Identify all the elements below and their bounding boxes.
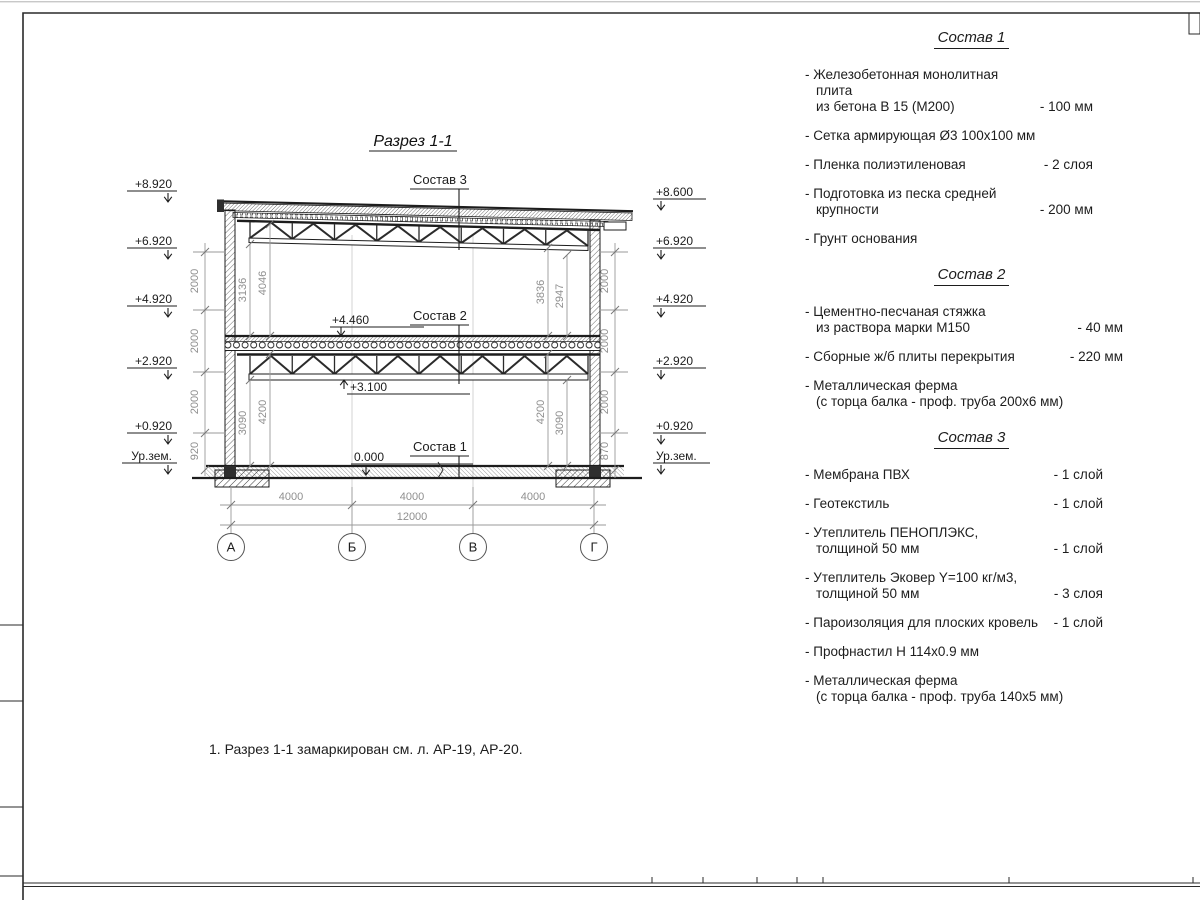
material-thickness: - 1 слой [1053,496,1103,511]
page-edge-line [0,1,1200,2]
material-row [805,467,1103,483]
elevation-mark: +4.460 [332,313,370,327]
material-thickness: - 40 мм [1077,320,1123,335]
composition-title: Состав 1 [934,29,1010,49]
dimension-value: 4000 [520,491,546,503]
composition-section-3 [793,430,1138,705]
callout-label: Состав 3 [413,172,467,187]
elevation-mark: +4.920 [656,292,694,306]
elevation-marks-right [653,185,710,474]
elevation-marks-left [122,177,177,474]
dimension-value: 4200 [257,399,269,425]
dimension-value: 2000 [189,328,201,354]
hollow-core-slab [225,342,600,351]
elevation-mark: +2.920 [656,354,694,368]
callout-label: Состав 1 [413,439,467,454]
material-name: - Пароизоляция для плоских кровель [805,615,1039,630]
dimension-value: 3090 [237,410,249,436]
elevation-mark: +6.920 [656,234,694,248]
roof-left-cap [217,200,224,213]
material-thickness: - 1 слой [1053,615,1103,630]
sheet-note: 1. Разрез 1-1 замаркирован см. л. АР-19, АР-20. [209,741,523,757]
floor-slab [225,336,600,351]
material-name: - Утеплитель Эковер Y=100 кг/м3, толщиной 50 мм [805,570,1018,601]
floor-truss [237,355,600,381]
material-thickness: - 200 мм [1039,202,1093,217]
material-thickness: - 100 мм [1039,99,1093,114]
elevation-mark: +0.920 [656,419,694,433]
material-row [805,304,1123,336]
elevation-mark: +3.100 [350,380,388,394]
material-row [805,615,1103,631]
axis-letter: В [468,539,478,555]
material-row [805,128,1093,144]
material-name: - Сетка армирующая Ø3 100х100 мм [805,128,1036,143]
axis-letter: А [226,539,236,555]
material-row [805,67,1093,115]
frame-corner-box [1189,13,1200,34]
material-row [805,496,1103,512]
right-wall-base [589,466,601,479]
composition-section-1 [793,30,1138,247]
material-name: - Мембрана ПВХ [805,467,910,482]
dimension-value: 4000 [278,491,304,503]
material-row [805,231,1093,247]
drawing-title [369,133,457,151]
axis-letter: Г [590,539,598,555]
roof-right-end-block [604,222,626,230]
material-name: - Цементно-песчаная стяжка из раствора марки М150 [805,304,986,335]
material-row [805,186,1093,218]
drawing-title-text: Разрез 1-1 [373,133,453,150]
dimension-value: 3136 [237,277,249,303]
material-name: - Металлическая ферма (с торца балка - проф. труба 140х5 мм) [805,673,1064,704]
dimension-value: 4000 [399,491,425,503]
dimension-value: 2000 [189,389,201,415]
level-chain-right [599,269,611,460]
dimension-value: 920 [189,441,201,461]
material-name: - Утеплитель ПЕНОПЛЭКС, толщиной 50 мм [805,525,979,556]
material-name: - Грунт основания [805,231,918,246]
elevation-mark: +6.920 [134,234,172,248]
material-row [805,525,1103,557]
composition-title: Состав 2 [934,266,1010,286]
material-thickness: - 220 мм [1069,349,1123,364]
dimension-value: 2000 [189,268,201,294]
dimension-value: 2000 [599,328,611,354]
elevation-mark: +8.920 [134,177,172,191]
material-name: - Геотекстиль [805,496,890,511]
material-row [805,570,1103,602]
material-row [805,378,1123,410]
elevation-mark: +0.920 [134,419,172,433]
elevation-mark: +2.920 [134,354,172,368]
dimension-value: 2000 [599,268,611,294]
dimension-value: 3090 [554,410,566,436]
material-row [805,673,1103,705]
material-name: - Металлическая ферма (с торца балка - проф. труба 200х6 мм) [805,378,1064,409]
axis-bubbles [218,534,608,561]
composition-panel [793,30,1138,718]
material-thickness: - 1 слой [1053,467,1103,482]
total-dimension-value: 12000 [396,511,428,523]
material-row [805,157,1093,173]
composition-title: Состав 3 [934,429,1010,449]
dimension-value: 2947 [554,283,566,309]
material-name: - Профнастил Н 114х0.9 мм [805,644,979,659]
ground-level-mark: Ур.зем. [656,449,697,463]
material-row [805,644,1103,660]
material-thickness: - 3 слоя [1053,586,1103,601]
composition-section-2 [793,267,1138,410]
floor-truss-web [250,356,588,374]
dimension-value: 2000 [599,389,611,415]
ground-slab [192,462,642,487]
material-row [805,349,1123,365]
left-margin-cells [0,625,23,876]
callout-label: Состав 2 [413,308,467,323]
material-name: - Пленка полиэтиленовая [805,157,966,172]
material-thickness: - 1 слой [1053,541,1103,556]
dimension-value: 3836 [535,279,547,305]
dimension-value: 4200 [535,399,547,425]
ground-level-mark: Ур.зем. [131,449,172,463]
title-block-top-line [23,883,1200,887]
level-chain-left [189,269,201,460]
material-name: - Сборные ж/б плиты перекрытия [805,349,1015,364]
interior-dimensions [237,271,566,435]
elevation-mark: 0.000 [354,450,385,464]
span-dimensions [279,491,545,523]
material-name: - Подготовка из песка средней крупности [805,186,997,217]
left-wall-base [224,466,236,479]
material-name: - Железобетонная монолитная плита из бетона В 15 (М200) [805,67,999,114]
dimension-value: 4046 [257,270,269,296]
elevation-mark: +4.920 [134,292,172,306]
floor-truss-bottom-chord [249,374,588,380]
axis-letter: Б [347,539,357,555]
material-thickness: - 2 слоя [1043,157,1093,172]
elevation-mark: +8.600 [656,185,694,199]
dimension-value: 870 [599,441,611,461]
title-block-column-ticks [652,877,1193,883]
